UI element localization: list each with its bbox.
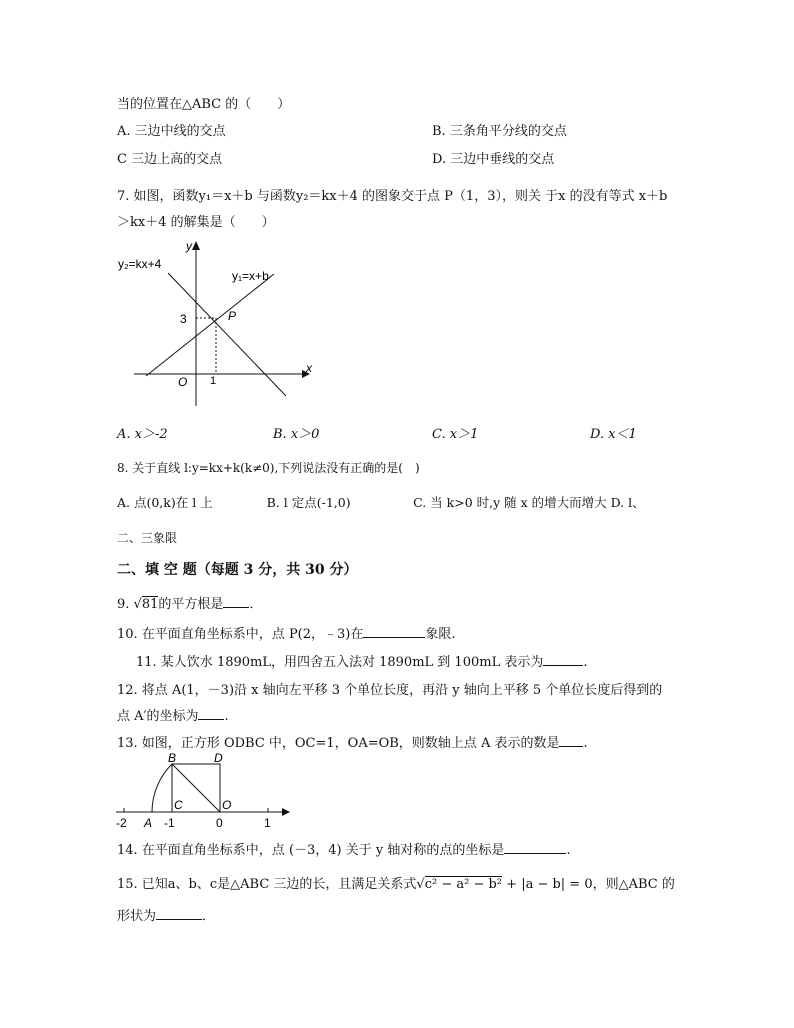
q7-label-y1: y₁=x+b	[232, 269, 269, 283]
q15-prefix: 15. 已知a、b、c是△ABC 三边的长，且满足关系式	[117, 877, 417, 892]
q13-label-a: A	[144, 816, 153, 830]
q7-axis-y-label: y	[186, 239, 192, 253]
q6-stem: 当的位置在△ABC 的（ ）	[117, 97, 291, 112]
q12-answer-blank[interactable]	[198, 707, 224, 720]
q13-arrow-icon	[282, 808, 290, 816]
q14-end: .	[566, 843, 571, 858]
q7-line-y1	[146, 274, 274, 376]
q9-end: ．	[249, 597, 263, 612]
q15-line2-wrap	[117, 905, 215, 924]
q10	[117, 623, 456, 642]
q9-answer-blank[interactable]	[223, 595, 249, 608]
q11-text: 11. 某人饮水 1890mL，用四舍五入法对 1890mL 到 100mL 表示为	[136, 655, 544, 670]
q7-y-arrow-icon	[192, 241, 200, 250]
q7-tick-y-label: 3	[180, 312, 187, 326]
q7-stem-line1: 7. 如图，函数y₁＝x＋b 与函数y₂＝kx＋4 的图象交于点 P（1，3），则关 于x 的没有等式 x＋b	[117, 189, 668, 204]
q12-line2-wrap	[117, 705, 229, 724]
sqrt-icon: √	[416, 877, 425, 892]
q13-arc	[152, 764, 172, 812]
q7-tick-x-label: 1	[210, 375, 217, 387]
q13-label-o: O	[222, 798, 232, 812]
q7-stem-line2: ＞kx＋4 的解集是（ ）	[117, 215, 275, 230]
q8-continued: 二、三象限	[117, 531, 178, 545]
q14	[117, 839, 571, 858]
sqrt-icon: √	[133, 597, 142, 612]
q13-tick-label-0: 0	[216, 816, 223, 830]
q6-option-d[interactable]: D. 三边中垂线的交点	[432, 152, 555, 167]
q7-option-d[interactable]: D. x＜1	[590, 427, 637, 442]
q12-line1: 12. 将点 A(1，－3)沿 x 轴向左平移 3 个单位长度，再沿 y 轴向上平移 5 个单位长度后得到的	[117, 683, 663, 698]
q15-middle: + |a − b| = 0	[502, 877, 593, 892]
q9-prefix: 9.	[117, 597, 134, 612]
q15-answer-blank[interactable]	[156, 907, 202, 920]
q13-tick-label-neg2: -2	[116, 816, 127, 830]
q11-end: .	[583, 655, 588, 670]
q7-origin-label: O	[178, 375, 188, 389]
q11	[136, 651, 587, 670]
q8-options[interactable]: A. 点(0,k)在 l 上 B. l 定点(-1,0) C. 当 k>0 时,y 随 x 的增大而增大 D. l、	[117, 495, 645, 510]
q13-label-c: C	[174, 798, 183, 812]
q13-label-b: B	[168, 752, 177, 765]
q7-axis-x-label: x	[306, 361, 312, 375]
q10-text: 10. 在平面直角坐标系中，点 P(2，﹣3)在	[117, 627, 364, 642]
q11-answer-blank[interactable]	[543, 653, 583, 666]
q13-label-d: D	[214, 752, 223, 765]
q15-end: ．	[202, 909, 216, 924]
q6-option-c[interactable]: C 三边上高的交点	[117, 152, 223, 167]
q7-point-label: P	[228, 309, 237, 323]
q15-line2: 形状为	[117, 909, 157, 924]
q7-option-b[interactable]: B. x＞0	[273, 427, 320, 442]
section-heading: 二、填 空 题（每题 3 分，共 30 分）	[117, 562, 358, 578]
q7-label-y2: y₂=kx+4	[118, 257, 162, 271]
q13-tick-label-1: 1	[264, 816, 271, 830]
q7-option-a[interactable]: A. x＞-2	[117, 427, 168, 442]
q13-figure	[110, 752, 300, 834]
q15-suffix: ，则△ABC 的	[592, 877, 675, 892]
q9	[117, 593, 262, 612]
q12-line2: 点 A′的坐标为	[117, 709, 199, 724]
q9-radicand: 81	[141, 597, 159, 612]
q8-stem: 8. 关于直线 l:y=kx+k(k≠0),下列说法没有正确的是( )	[117, 461, 420, 475]
q14-answer-blank[interactable]	[504, 841, 566, 854]
q15-line1	[117, 873, 675, 892]
q10-end: 象限.	[425, 627, 456, 642]
q6-option-a[interactable]: A. 三边中线的交点	[117, 124, 226, 139]
q12-end: .	[224, 709, 229, 724]
q7-option-c[interactable]: C. x＞1	[432, 427, 479, 442]
q13-answer-blank[interactable]	[559, 734, 583, 747]
q13-text: 13. 如图，正方形 ODBC 中，OC=1，OA=OB，则数轴上点 A 表示的数是	[117, 736, 560, 751]
q7-graph	[110, 236, 320, 412]
q10-answer-blank[interactable]	[363, 625, 425, 638]
q15-radicand: c² − a² − b²	[424, 877, 503, 892]
q9-suffix: 的平方根是	[158, 597, 224, 612]
q13	[117, 732, 588, 751]
q13-end: .	[583, 736, 588, 751]
q13-tick-label-neg1: -1	[164, 816, 175, 830]
q6-option-b[interactable]: B. 三条角平分线的交点	[432, 124, 567, 139]
q14-text: 14. 在平面直角坐标系中，点 (－3，4) 关于 y 轴对称的点的坐标是	[117, 843, 505, 858]
